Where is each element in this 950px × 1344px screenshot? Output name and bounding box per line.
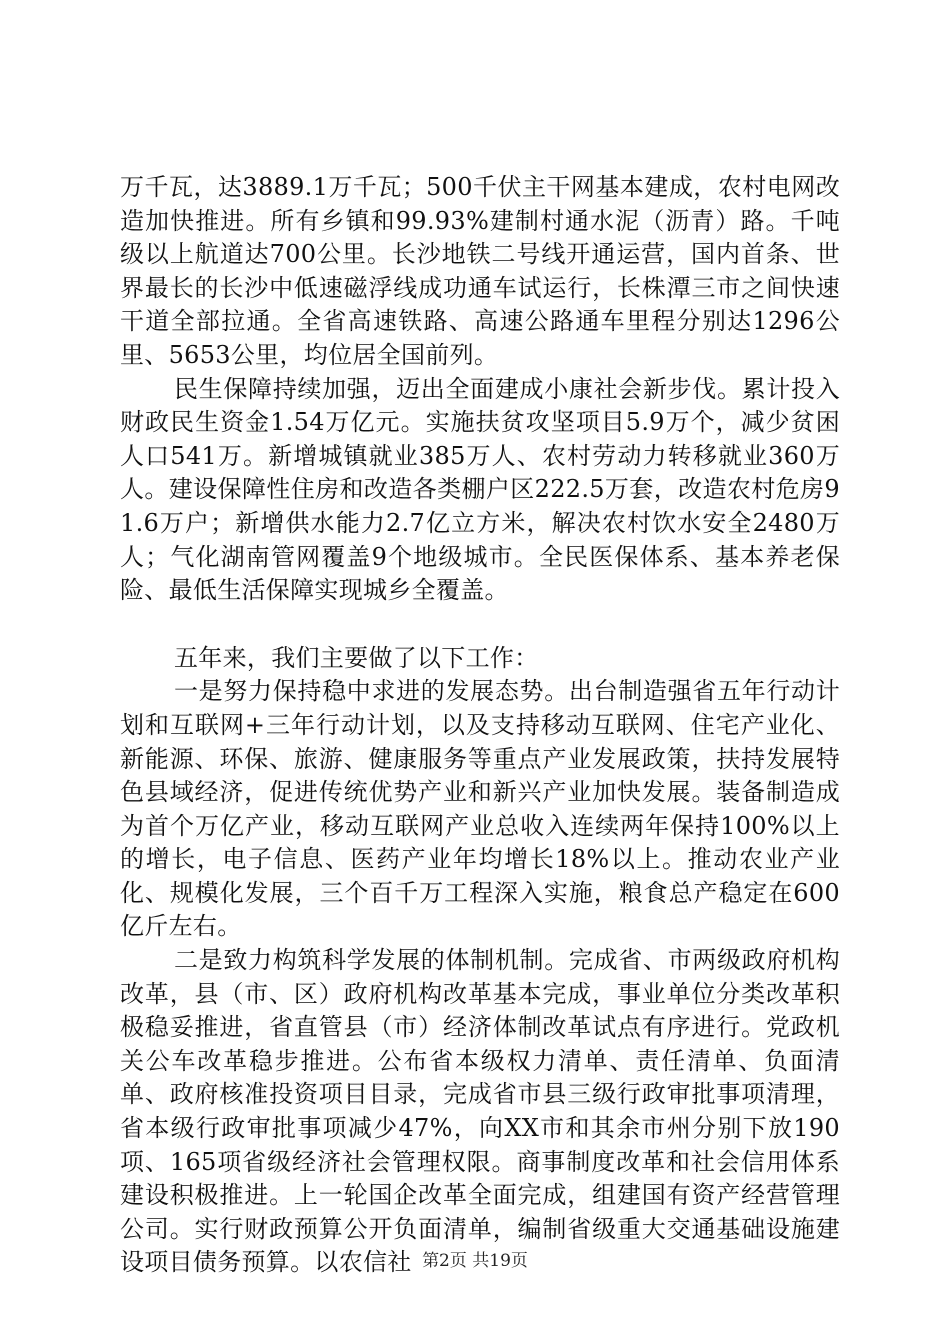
paragraph-work-intro: 五年来，我们主要做了以下工作： [174,643,539,672]
paragraph-work-two: 二是致力构筑科学发展的体制机制。完成省、市两级政府机构改革，县（市、区）政府机构改革基本完成，事业单位分类改革积极稳妥推进，省直管县（市）经济体制改革试点有序进行。党政机关公车改革稳步推进。公布省本级权力清单、责任清单、负面清单、政府核准投资项目目录，完成省市县三级行政审批事项清理，省本级行政审批事项减少47%，向XX市和其余市州分别下放190项、165项省级经济社会管理权限。商事制度改革和社会信用体系建设积极推进。上一轮国企改革全面完成，组建国有资产经营管理公司。实行财政预算公开负面清单，编制省级重大交通基础设施建设项目债务预算。以农信社 [120,946,840,1277]
paragraph-work-one: 一是努力保持稳中求进的发展态势。出台制造强省五年行动计划和互联网+三年行动计划，以及支持移动互联网、住宅产业化、新能源、环保、旅游、健康服务等重点产业发展政策，扶持发展特色县域经济，促进传统优势产业和新兴产业加快发展。装备制造成为首个万亿产业，移动互联网产业总收入连续两年保持100%以上的增长，电子信息、医药产业年均增长18%以上。推动农业产业化、规模化发展，三个百千万工程深入实施，粮食总产稳定在600亿斤左右。 [120,677,840,941]
paragraph-livelihood: 民生保障持续加强，迈出全面建成小康社会新步伐。累计投入财政民生资金1.54万亿元。实施扶贫攻坚项目5.9万个，减少贫困人口541万。新增城镇就业385万人、农村劳动力转移就业360万人。建设保障性住房和改造各类棚户区222.5万套，改造农村危房91.6万户；新增供水能力2.7亿立方米，解决农村饮水安全2480万人；气化湖南管网覆盖9个地级城市。全民医保体系、基本养老保险、最低生活保障实现城乡全覆盖。 [120,374,841,605]
body-text [120,171,840,1280]
page-footer: 第2页 共19页 [422,1251,528,1271]
paragraph-infrastructure: 万千瓦，达3889.1万千瓦；500千伏主干网基本建成，农村电网改造加快推进。所有乡镇和99.93%建制村通水泥（沥青）路。千吨级以上航道达700公里。长沙地铁二号线开通运营，国内首条、世界最长的长沙中低速磁浮线成功通车试运行，长株潭三市之间快速干道全部拉通。全省高速铁路、高速公路通车里程分别达1296公里、5653公里，均位居全国前列。 [120,173,840,369]
paragraph-gap [120,608,840,642]
